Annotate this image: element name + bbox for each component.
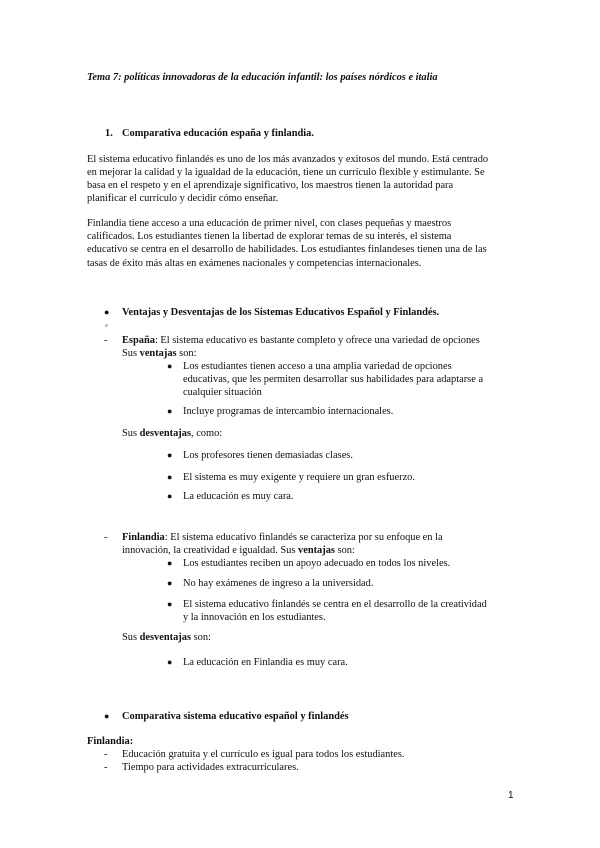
list-item-line: Educación gratuita y el currículo es igual para todos los estudiantes. [122,749,405,760]
sus-text: Sus [122,428,140,439]
section-heading: Comparativa educación españa y finlandia. [122,128,314,139]
dash-marker: - [104,532,108,543]
desventajas-word: desventajas [139,632,191,643]
comparativa-heading: Comparativa sistema educativo español y finlandés [122,711,349,722]
paragraph-line: en mejorar la calidad y la igualdad de la educación, tiene un currículo flexible y estimulante. Se [87,167,485,178]
list-item-line: Los profesores tienen demasiadas clases. [183,450,353,461]
list-item-line: No hay exámenes de ingreso a la universidad. [183,578,374,589]
list-item-line: y la innovación en los estudiantes. [183,612,326,623]
sus-text: Sus [122,632,140,643]
bullet-icon: ● [104,307,110,317]
list-item-line: Tiempo para actividades extracurriculares. [122,762,299,773]
page-title: Tema 7: políticas innovadoras de la educación infantil: los países nórdicos e italia [87,72,438,83]
bullet-icon: ● [167,558,173,568]
list-item-line: Los estudiantes tienen acceso a una amplia variedad de opciones [183,361,452,372]
bullet-icon: ● [167,406,173,416]
list-item-line: cualquier situación [183,387,262,398]
paragraph-line: planificar el currículo y decidir cómo enseñar. [87,193,279,204]
espana-intro [122,334,480,347]
finlandia-name: Finlandia [122,532,165,543]
paragraph-line: Finlandia tiene acceso a una educación de primer nivel, con clases pequeñas y maestros [87,218,452,229]
list-item-line: Los estudiantes reciben un apoyo adecuado en todos los niveles. [183,558,451,569]
finlandia-intro-text: : El sistema educativo finlandés se caracteriza por su enfoque en la [164,532,443,543]
empty-bullet-icon [105,324,108,327]
finlandia-ventajas-intro [122,544,355,557]
son-text: son: [176,348,197,359]
list-item-line: educativas, que les permiten desarrollar sus habilidades para adaptarse a [183,374,484,385]
bullet-icon: ● [167,491,173,501]
finlandia-line2: innovación, la creatividad e igualdad. Sus [122,545,299,556]
espana-desventajas-intro [122,427,222,440]
dash-marker: - [104,762,108,773]
finlandia-desventajas-intro [122,631,211,644]
dash-marker: - [104,335,108,346]
bullet-icon: ● [167,657,173,667]
bullet-icon: ● [104,711,110,721]
desv-suffix: , como: [191,428,223,439]
list-item-line: La educación en Finlandia es muy cara. [183,657,348,668]
paragraph-line: educativo se centra en el desarrollo de habilidades. Los estudiantes finlandeses tienen una de las [87,244,487,255]
sus-text: Sus [122,348,140,359]
paragraph-line: El sistema educativo finlandés es uno de los más avanzados y exitosos del mundo. Está centrado [87,154,489,165]
section-number: 1. [105,128,113,139]
paragraph-line: basa en el respeto y en el aprendizaje significativo, los maestros tienen la autoridad para [87,180,454,191]
espana-intro-text: : El sistema educativo es bastante completo y ofrece una variedad de opciones [154,335,480,346]
paragraph-line: calificados. Los estudiantes tienen la libertad de explorar temas de su interés, el sistema [87,231,452,242]
dash-marker: - [104,749,108,760]
list-item-line: La educación es muy cara. [183,491,294,502]
bullet-icon: ● [167,578,173,588]
desventajas-word: desventajas [139,428,191,439]
bullet-icon: ● [167,361,173,371]
son-text: son: [334,545,355,556]
espana-name: España [122,335,155,346]
list-item-line: Incluye programas de intercambio internacionales. [183,406,394,417]
desv-suffix: son: [191,632,211,643]
page-number: 1 [508,790,514,801]
ventajas-word: ventajas [139,348,177,359]
list-item-line: El sistema educativo finlandés se centra en el desarrollo de la creatividad [183,599,487,610]
list-item-line: El sistema es muy exigente y requiere un gran esfuerzo. [183,472,415,483]
espana-ventajas-intro [122,347,197,360]
finlandia-label: Finlandia: [87,736,134,747]
bullet-icon: ● [167,599,173,609]
paragraph-line: tasas de éxito más altas en exámenes nacionales y competencias internacionales. [87,258,422,269]
ventajas-heading: Ventajas y Desventajas de los Sistemas Educativos Español y Finlandés. [122,307,440,318]
finlandia-intro [122,531,443,544]
bullet-icon: ● [167,450,173,460]
ventajas-word: ventajas [298,545,335,556]
bullet-icon: ● [167,472,173,482]
